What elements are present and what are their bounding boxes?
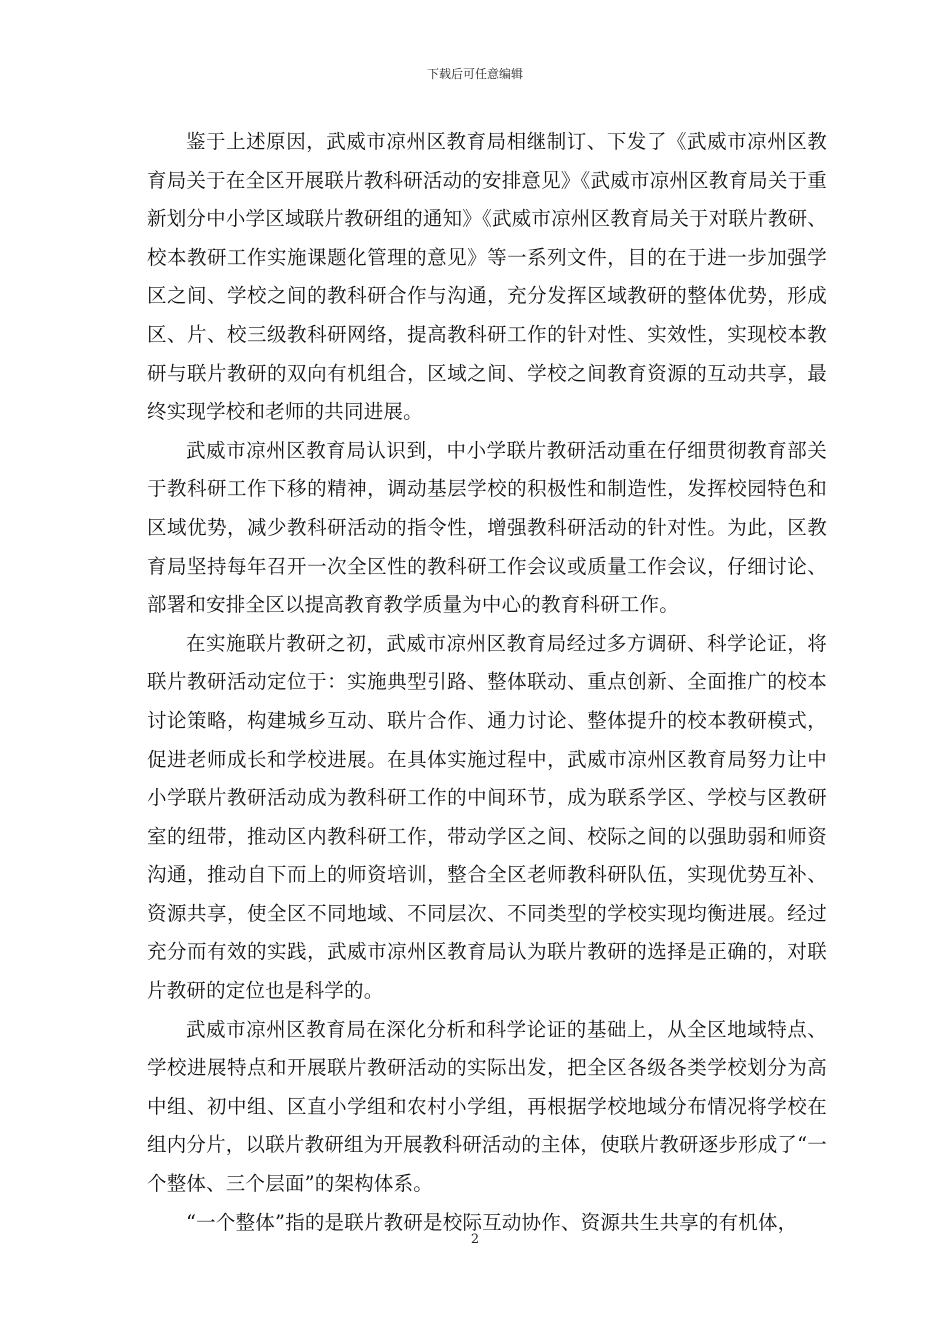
paragraph-1: 鉴于上述原因，武威市凉州区教育局相继制订、下发了《武威市凉州区教育局关于在全区开展联片教科研活动的安排意见》《武威市凉州区教育局关于重新划分中小学区域联片教研组的通知》《武威市凉州区教育局关于对联片教研、校本教研工作实施课题化管理的意见》等一系列文件，目的在于进一步加强学区之间、学校之间的教科研合作与沟通，充分发挥区域教研的整体优势，形成区、片、校三级教科研网络，提高教科研工作的针对性、实效性，实现校本教研与联片教研的双向有机组合，区域之间、学校之间教育资源的互动共享，最终实现学校和老师的共同进展。 <box>147 130 827 424</box>
paragraph-2: 武威市凉州区教育局认识到，中小学联片教研活动重在仔细贯彻教育部关于教科研工作下移的精神，调动基层学校的积极性和制造性，发挥校园特色和区域优势，减少教科研活动的指令性，增强教科研活动的针对性。为此，区教育局坚持每年召开一次全区性的教科研工作会议或质量工作会议，仔细讨论、部署和安排全区以提高教育教学质量为中心的教育科研工作。 <box>147 438 827 617</box>
paragraph-3: 在实施联片教研之初，武威市凉州区教育局经过多方调研、科学论证，将联片教研活动定位于：实施典型引路、整体联动、重点创新、全面推广的校本讨论策略，构建城乡互动、联片合作、通力讨论、整体提升的校本教研模式，促进老师成长和学校进展。在具体实施过程中，武威市凉州区教育局努力让中小学联片教研活动成为教科研工作的中间环节，成为联系学区、学校与区教研室的纽带，推动区内教科研工作，带动学区之间、校际之间的以强助弱和师资沟通，推动自下而上的师资培训，整合全区老师教科研队伍，实现优势互补、资源共享，使全区不同地域、不同层次、不同类型的学校实现均衡进展。经过充分而有效的实践，武威市凉州区教育局认为联片教研的选择是正确的，对联片教研的定位也是科学的。 <box>147 631 827 1003</box>
paragraph-4: 武威市凉州区教育局在深化分析和科学论证的基础上，从全区地域特点、学校进展特点和开展联片教研活动的实际出发，把全区各级各类学校划分为高中组、初中组、区直小学组和农村小学组，再根据学校地域分布情况将学校在组内分片，以联片教研组为开展教科研活动的主体，使联片教研逐步形成了“一个整体、三个层面”的架构体系。 <box>147 1017 827 1196</box>
document-body <box>147 123 827 1242</box>
page-header: 下载后可任意编辑 <box>426 67 523 81</box>
paragraph-5: “一个整体”指的是联片教研是校际互动协作、资源共生共享的有机体， <box>186 1210 798 1234</box>
page-number: 2 <box>470 1232 480 1247</box>
